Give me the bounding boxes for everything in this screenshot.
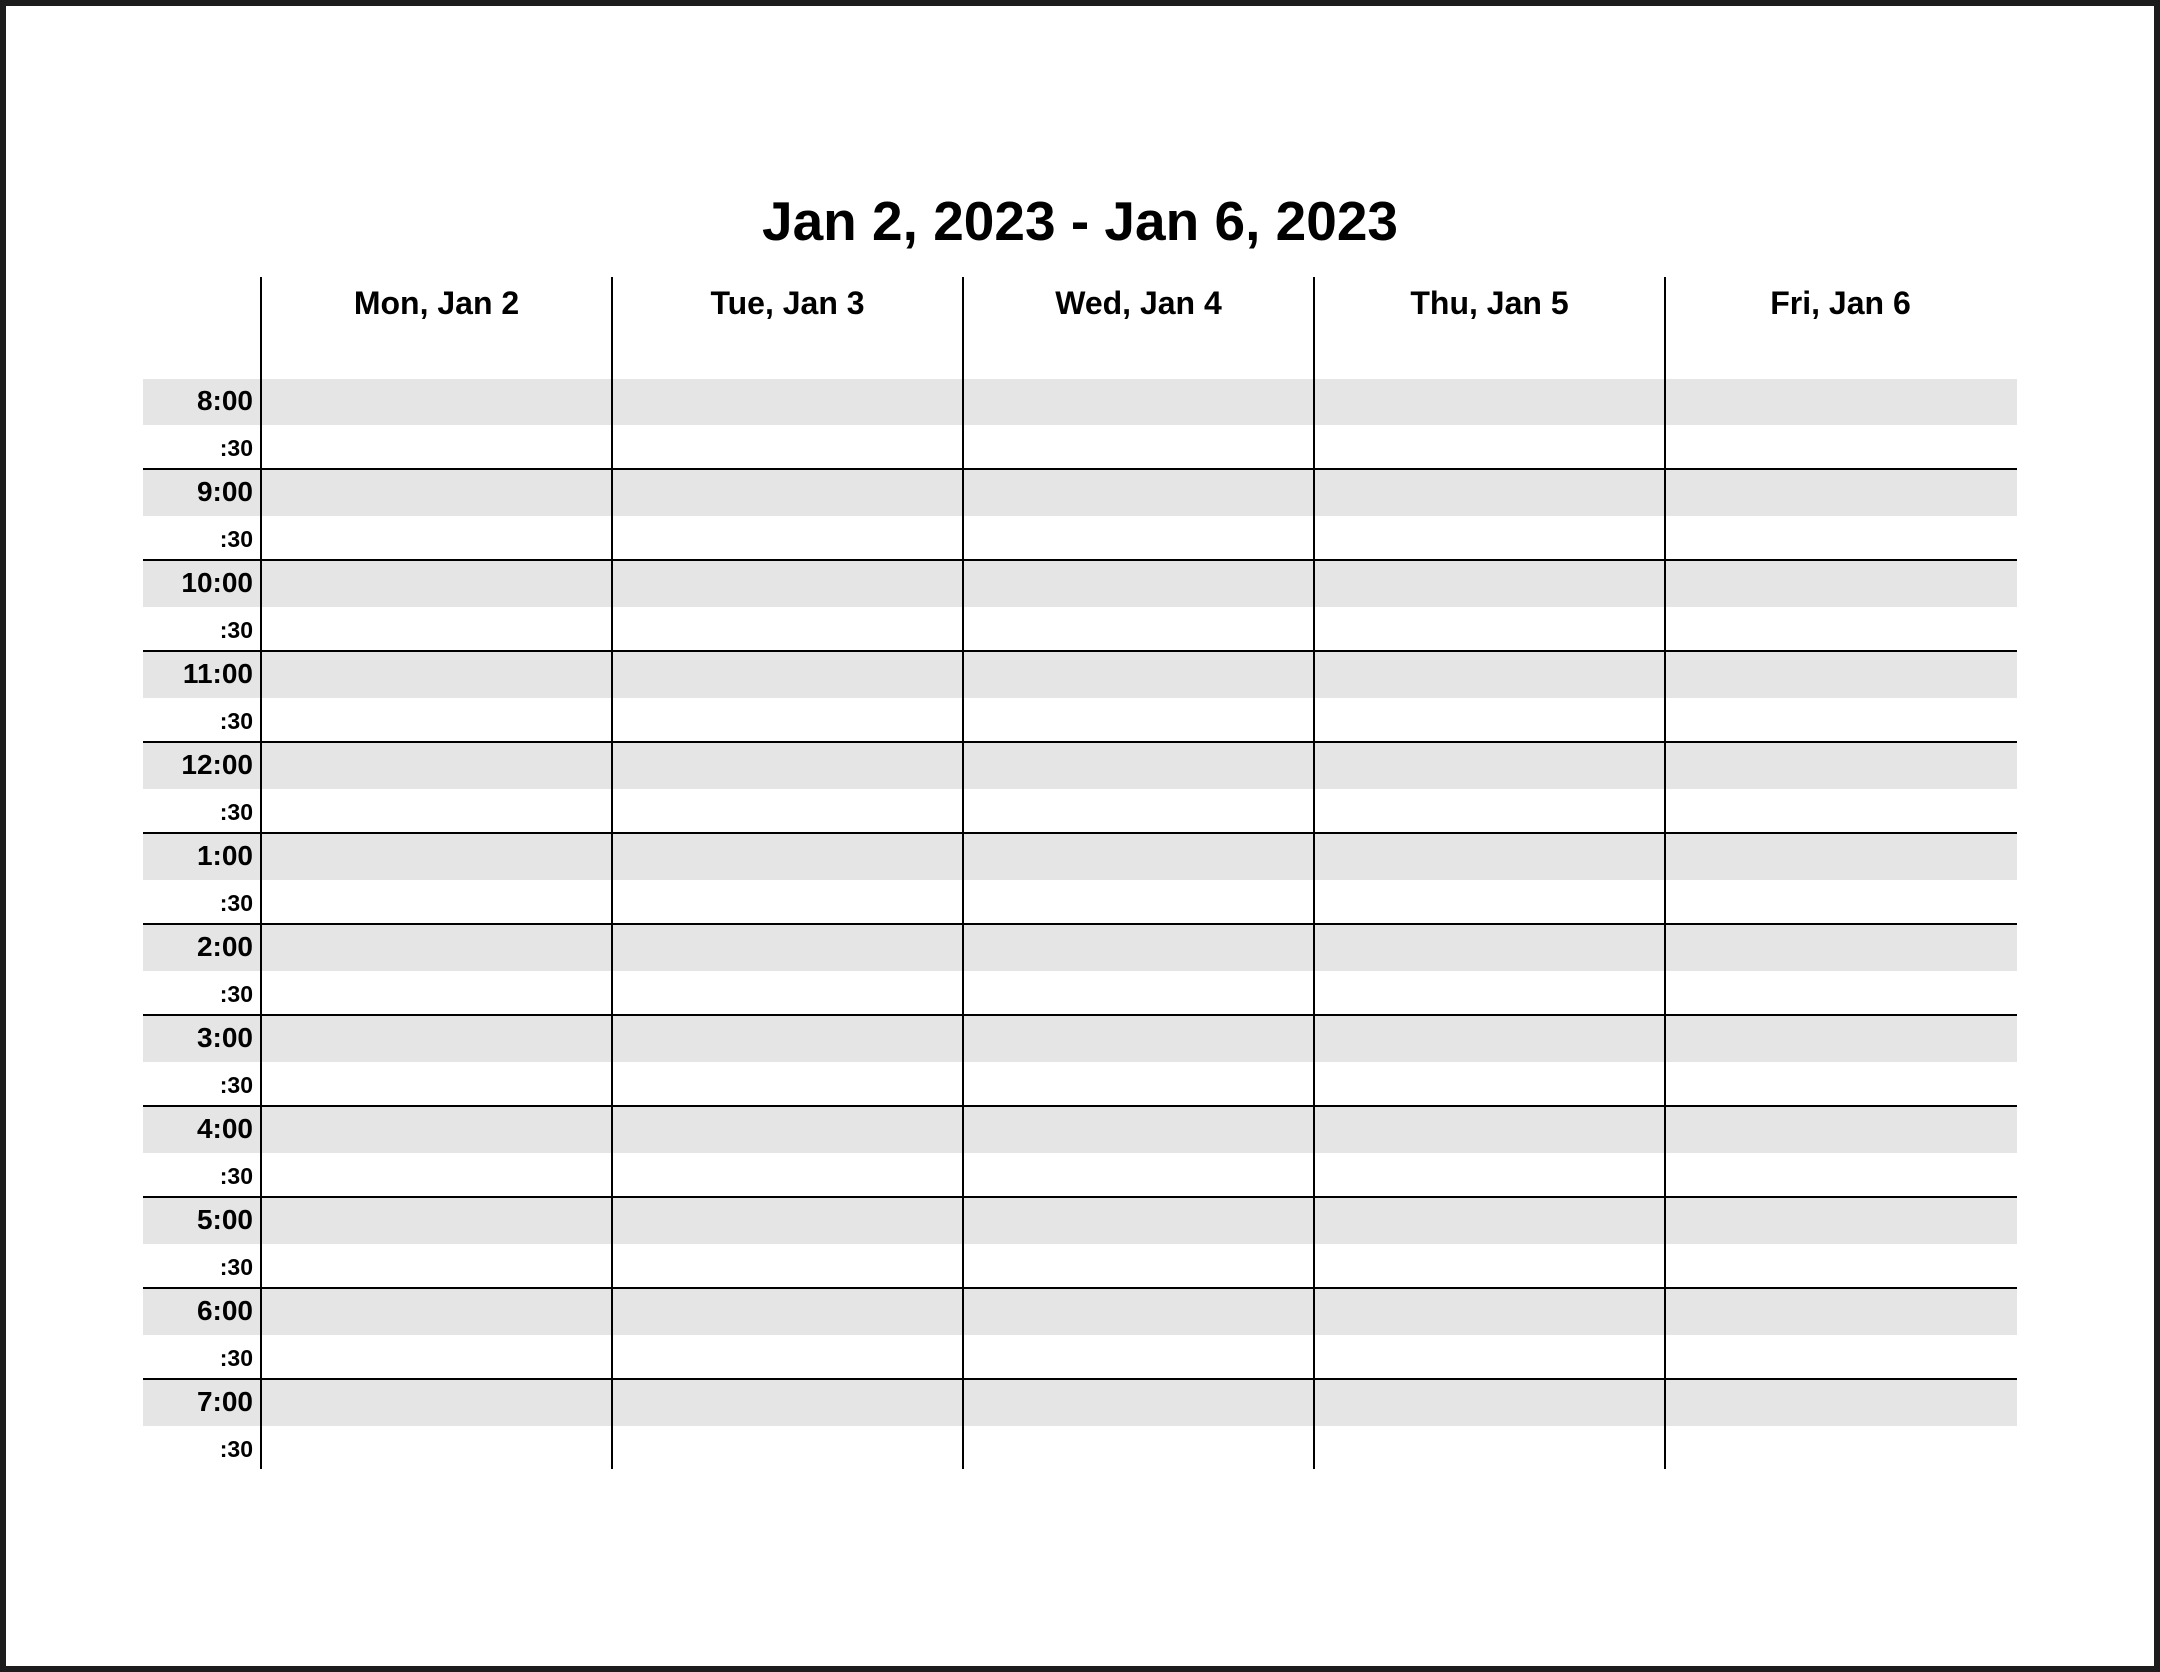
hour-row[interactable] — [143, 1196, 2017, 1244]
half-hour-row[interactable] — [143, 1244, 2017, 1290]
half-hour-row[interactable] — [143, 1153, 2017, 1199]
day-header-fri: Fri, Jan 6 — [1770, 285, 1911, 321]
page-title: Jan 2, 2023 - Jan 6, 2023 — [762, 190, 1398, 252]
half-hour-label: :30 — [219, 798, 253, 825]
half-hour-label: :30 — [219, 434, 253, 461]
hour-label: 11:00 — [182, 658, 253, 689]
hour-row[interactable] — [143, 1105, 2017, 1153]
half-hour-label: :30 — [219, 889, 253, 916]
half-hour-row[interactable] — [143, 971, 2017, 1017]
column-divider — [962, 277, 964, 1469]
day-header-row — [261, 277, 2017, 379]
hour-label: 4:00 — [196, 1113, 253, 1144]
hour-row[interactable] — [143, 741, 2017, 789]
hour-label: 2:00 — [196, 931, 253, 962]
half-hour-label: :30 — [219, 707, 253, 734]
half-hour-label: :30 — [219, 616, 253, 643]
hour-row[interactable] — [143, 923, 2017, 971]
hour-label: 7:00 — [196, 1386, 253, 1417]
half-hour-label: :30 — [219, 1162, 253, 1189]
column-divider — [1664, 277, 1666, 1469]
half-hour-label: :30 — [219, 1071, 253, 1098]
hour-label: 8:00 — [196, 385, 253, 416]
half-hour-row[interactable] — [143, 607, 2017, 653]
hour-row[interactable] — [143, 1287, 2017, 1335]
hour-row[interactable] — [143, 559, 2017, 607]
half-hour-row[interactable] — [143, 1426, 2017, 1472]
column-divider — [611, 277, 613, 1469]
half-hour-row[interactable] — [143, 880, 2017, 926]
half-hour-row[interactable] — [143, 698, 2017, 744]
hour-row[interactable] — [143, 1014, 2017, 1062]
half-hour-label: :30 — [219, 1344, 253, 1371]
hour-label: 9:00 — [196, 476, 253, 507]
column-divider — [1313, 277, 1315, 1469]
day-header-wed: Wed, Jan 4 — [1055, 285, 1222, 321]
hour-label: 10:00 — [181, 567, 253, 598]
hour-row[interactable] — [143, 468, 2017, 516]
half-hour-row[interactable] — [143, 789, 2017, 835]
hour-label: 12:00 — [181, 749, 253, 780]
half-hour-row[interactable] — [143, 1062, 2017, 1108]
half-hour-label: :30 — [219, 1435, 253, 1462]
hour-row[interactable] — [143, 379, 2017, 425]
half-hour-label: :30 — [219, 525, 253, 552]
hour-row[interactable] — [143, 1378, 2017, 1426]
half-hour-row[interactable] — [143, 425, 2017, 471]
hour-label: 3:00 — [196, 1022, 253, 1053]
day-header-thu: Thu, Jan 5 — [1410, 285, 1569, 321]
hour-label: 6:00 — [196, 1295, 253, 1326]
hour-row[interactable] — [143, 832, 2017, 880]
day-header-mon: Mon, Jan 2 — [353, 285, 520, 321]
hour-label: 1:00 — [196, 840, 253, 871]
half-hour-label: :30 — [219, 980, 253, 1007]
half-hour-row[interactable] — [143, 516, 2017, 562]
day-header-tue: Tue, Jan 3 — [710, 285, 865, 321]
hour-row[interactable] — [143, 650, 2017, 698]
half-hour-label: :30 — [219, 1253, 253, 1280]
column-divider — [260, 277, 262, 1469]
hour-label: 5:00 — [196, 1204, 253, 1235]
half-hour-row[interactable] — [143, 1335, 2017, 1381]
